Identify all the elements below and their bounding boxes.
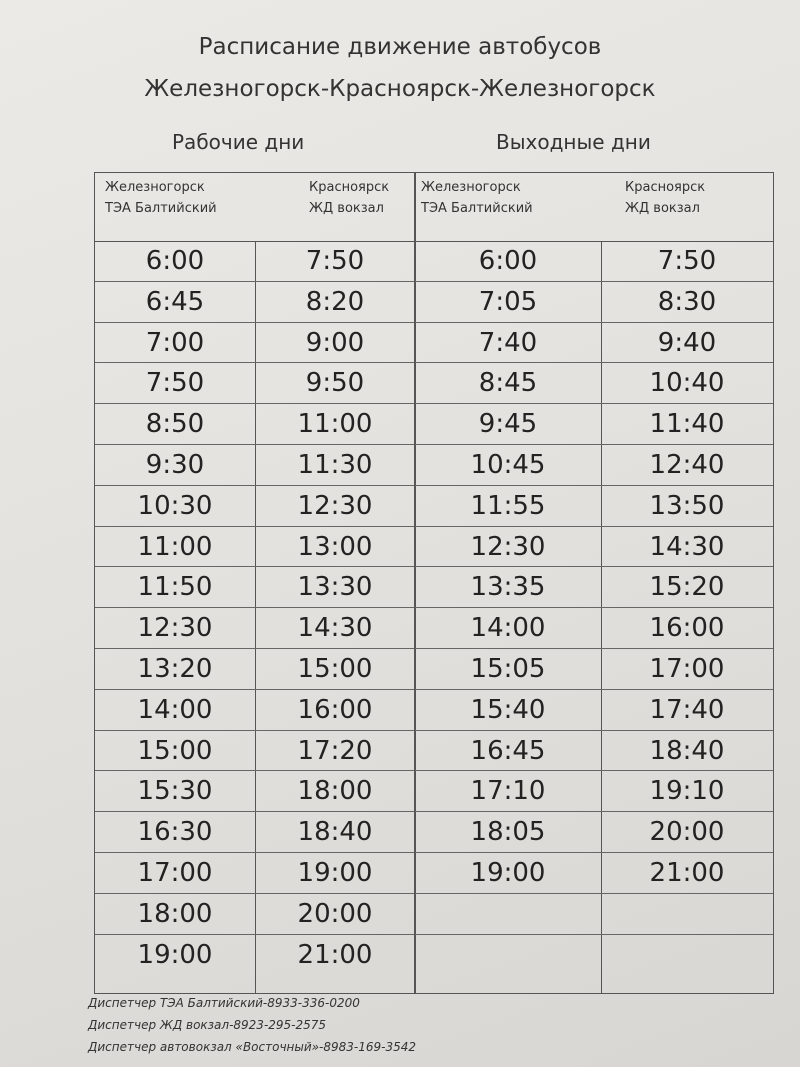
departure-time: 15:05 — [470, 653, 546, 684]
arrival-time: 12:30 — [297, 490, 373, 521]
arrival-time — [601, 894, 773, 934]
table-row — [415, 445, 773, 486]
workdays-heading: Рабочие дни — [172, 130, 305, 154]
arrival-time: 13:00 — [297, 531, 373, 562]
departure-time: 9:30 — [145, 449, 205, 480]
table-row — [95, 731, 415, 772]
route-title: Железногорск-Красноярск-Железногорск — [144, 76, 656, 102]
departure-time: 7:40 — [478, 327, 538, 358]
workdays-col-arrival-header — [309, 177, 389, 219]
arrival-time: 9:50 — [305, 368, 365, 399]
table-row — [95, 771, 415, 812]
arrival-time: 10:40 — [649, 368, 725, 399]
departure-time: 13:35 — [470, 572, 546, 603]
arrival-time: 19:10 — [649, 776, 725, 807]
table-row — [95, 404, 415, 445]
departure-time: 12:30 — [470, 531, 546, 562]
departure-time: 8:50 — [145, 409, 205, 440]
arrival-time: 11:40 — [649, 409, 725, 440]
arrival-time: 7:50 — [657, 246, 717, 276]
arrival-time: 15:00 — [297, 653, 373, 684]
table-row — [415, 731, 773, 772]
departure-time: 11:55 — [470, 490, 546, 521]
departure-time: 11:50 — [137, 572, 213, 603]
departure-time: 15:30 — [137, 776, 213, 807]
departure-time: 6:00 — [145, 246, 205, 276]
arrival-time: 18:40 — [649, 735, 725, 766]
departure-time: 15:00 — [137, 735, 213, 766]
header-line: ТЭА Балтийский — [421, 201, 533, 216]
departure-time: 12:30 — [137, 613, 213, 644]
arrival-time: 19:00 — [297, 857, 373, 888]
table-row — [415, 241, 773, 282]
header-line: ЖД вокзал — [309, 201, 384, 216]
table-row — [95, 241, 415, 282]
arrival-time: 18:40 — [297, 817, 373, 848]
arrival-time: 7:50 — [305, 246, 365, 276]
arrival-time: 17:40 — [649, 694, 725, 725]
table-row — [415, 486, 773, 527]
departure-time: 18:00 — [137, 898, 213, 929]
table-row — [95, 527, 415, 568]
table-row — [95, 894, 415, 935]
departure-time: 7:05 — [478, 286, 538, 317]
table-row — [415, 404, 773, 445]
departure-time: 17:00 — [137, 857, 213, 888]
arrival-time: 16:00 — [649, 613, 725, 644]
workdays-table — [94, 172, 416, 994]
footer-dispatcher-railway: Диспетчер ЖД вокзал-8923-295-2575 — [88, 1018, 327, 1032]
departure-time: 16:45 — [470, 735, 546, 766]
departure-time: 14:00 — [470, 613, 546, 644]
table-row — [415, 649, 773, 690]
header-line: Железногорск — [105, 180, 205, 195]
departure-time: 9:45 — [478, 409, 538, 440]
arrival-time: 17:00 — [649, 653, 725, 684]
arrival-time: 11:00 — [297, 409, 373, 440]
arrival-time: 14:30 — [649, 531, 725, 562]
weekends-rows — [415, 241, 773, 993]
table-row — [95, 363, 415, 404]
table-row — [415, 771, 773, 812]
departure-time: 10:45 — [470, 449, 546, 480]
arrival-time: 20:00 — [297, 898, 373, 929]
weekends-col-arrival-header — [625, 177, 705, 219]
table-row — [415, 935, 773, 976]
arrival-time: 8:30 — [657, 286, 717, 317]
departure-time: 6:00 — [478, 246, 538, 276]
footer-dispatcher-vostochny: Диспетчер автовокзал «Восточный»-8983-169-3542 — [88, 1040, 417, 1054]
departure-time: 10:30 — [137, 490, 213, 521]
header-line: ЖД вокзал — [625, 201, 700, 216]
header-line: Красноярск — [309, 180, 390, 195]
arrival-time: 12:40 — [649, 449, 725, 480]
departure-time: 7:00 — [145, 327, 205, 358]
arrival-time: 17:20 — [297, 735, 373, 766]
table-row — [415, 282, 773, 323]
departure-time: 6:45 — [145, 286, 205, 317]
departure-time: 15:40 — [470, 694, 546, 725]
arrival-time — [601, 935, 773, 975]
departure-time — [415, 935, 601, 975]
departure-time: 19:00 — [470, 857, 546, 888]
arrival-time: 8:20 — [305, 286, 365, 317]
weekends-heading: Выходные дни — [496, 130, 651, 154]
table-row — [415, 894, 773, 935]
departure-time: 19:00 — [137, 939, 213, 970]
departure-time: 17:10 — [470, 776, 546, 807]
table-row — [415, 567, 773, 608]
arrival-time: 16:00 — [297, 694, 373, 725]
arrival-time: 21:00 — [649, 857, 725, 888]
arrival-time: 9:00 — [305, 327, 365, 358]
departure-time: 13:20 — [137, 653, 213, 684]
departure-time: 14:00 — [137, 694, 213, 725]
arrival-time: 13:30 — [297, 572, 373, 603]
table-row — [95, 812, 415, 853]
header-line: Красноярск — [625, 180, 706, 195]
table-row — [95, 608, 415, 649]
table-row — [95, 445, 415, 486]
arrival-time: 13:50 — [649, 490, 725, 521]
table-row — [95, 567, 415, 608]
weekends-col-departure-header — [421, 177, 533, 219]
departure-time: 11:00 — [137, 531, 213, 562]
departure-time — [415, 894, 601, 934]
table-row — [415, 363, 773, 404]
workdays-col-departure-header — [105, 177, 217, 219]
table-row — [95, 935, 415, 976]
header-line: Железногорск — [421, 180, 521, 195]
arrival-time: 20:00 — [649, 817, 725, 848]
table-row — [95, 486, 415, 527]
departure-time: 18:05 — [470, 817, 546, 848]
table-row — [95, 649, 415, 690]
workdays-rows — [95, 241, 415, 993]
weekends-table-header — [415, 173, 773, 242]
table-row — [95, 323, 415, 364]
departure-time: 8:45 — [478, 368, 538, 399]
table-row — [95, 690, 415, 731]
table-row — [415, 690, 773, 731]
header-line: ТЭА Балтийский — [105, 201, 217, 216]
table-row — [415, 853, 773, 894]
table-row — [95, 282, 415, 323]
arrival-time: 18:00 — [297, 776, 373, 807]
arrival-time: 14:30 — [297, 613, 373, 644]
arrival-time: 9:40 — [657, 327, 717, 358]
departure-time: 7:50 — [145, 368, 205, 399]
table-row — [415, 323, 773, 364]
arrival-time: 11:30 — [297, 449, 373, 480]
page-title: Расписание движение автобусов — [198, 34, 602, 60]
table-row — [415, 812, 773, 853]
footer-dispatcher-baltiysky: Диспетчер ТЭА Балтийский-8933-336-0200 — [88, 996, 360, 1010]
table-row — [95, 853, 415, 894]
table-row — [415, 527, 773, 568]
table-row — [415, 608, 773, 649]
arrival-time: 15:20 — [649, 572, 725, 603]
weekends-table — [414, 172, 774, 994]
arrival-time: 21:00 — [297, 939, 373, 970]
departure-time: 16:30 — [137, 817, 213, 848]
workdays-table-header — [95, 173, 415, 242]
